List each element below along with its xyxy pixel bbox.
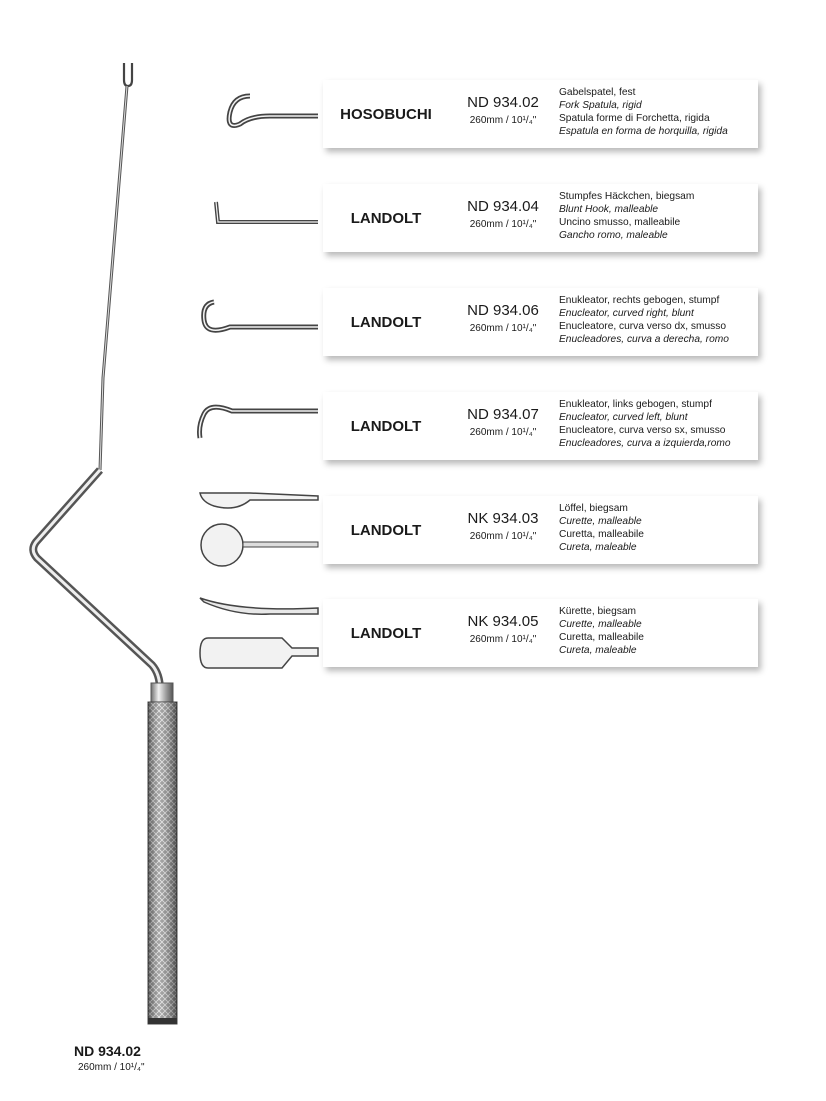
description-line: Espatula en forma de horquilla, rigida (559, 126, 728, 137)
main-instrument-size: 260mm / 10¹/₄" (78, 1062, 145, 1073)
product-maker: LANDOLT (350, 624, 422, 642)
product-code: ND 934.02 (467, 94, 539, 111)
product-card (323, 392, 758, 460)
description-line: Curette, malleable (559, 619, 642, 630)
description-line: Enukleator, rechts gebogen, stumpf (559, 295, 720, 306)
main-instrument-code: ND 934.02 (74, 1043, 141, 1059)
product-card (323, 496, 758, 564)
tip-illustrations (0, 0, 330, 700)
product-description (559, 190, 759, 242)
description-line: Enucleadores, curva a derecha, romo (559, 334, 729, 345)
product-maker: LANDOLT (350, 521, 422, 539)
description-line: Löffel, biegsam (559, 503, 628, 514)
product-code: NK 934.05 (467, 613, 539, 630)
product-description (559, 86, 759, 138)
spoon-side-tip-icon (200, 493, 318, 508)
product-size: 260mm / 10¹/₄" (469, 531, 537, 542)
product-maker: LANDOLT (350, 209, 422, 227)
spoon-front-tip-icon (201, 524, 318, 566)
description-line: Enucleatore, curva verso dx, smusso (559, 321, 727, 332)
product-code: NK 934.03 (467, 510, 539, 527)
description-line: Cureta, maleable (559, 542, 637, 553)
description-line: Enucleadores, curva a izquierda,romo (559, 438, 731, 449)
product-code: ND 934.06 (467, 302, 539, 319)
description-line: Curetta, malleabile (559, 632, 644, 643)
description-line: Blunt Hook, malleable (559, 204, 659, 215)
product-maker: HOSOBUCHI (340, 105, 432, 123)
product-card (323, 599, 758, 667)
description-line: Gabelspatel, fest (559, 87, 636, 98)
description-line: Cureta, maleable (559, 645, 637, 656)
curette-side-tip-icon (200, 598, 318, 614)
curette-front-tip-icon (200, 638, 318, 668)
description-line: Enucleatore, curva verso sx, smusso (559, 425, 726, 436)
product-size: 260mm / 10¹/₄" (469, 115, 537, 126)
product-size: 260mm / 10¹/₄" (469, 634, 537, 645)
description-line: Uncino smusso, malleabile (559, 217, 681, 228)
product-card (323, 184, 758, 252)
product-card (323, 288, 758, 356)
description-line: Enucleator, curved right, blunt (559, 308, 694, 319)
product-description (559, 294, 759, 346)
product-description (559, 398, 759, 450)
blunt-hook-tip-icon (216, 202, 318, 222)
description-line: Spatula forme di Forchetta, rigida (559, 113, 710, 124)
product-size: 260mm / 10¹/₄" (469, 427, 537, 438)
spatula-hook-tip-icon (229, 96, 318, 126)
product-code: ND 934.04 (467, 198, 539, 215)
product-card (323, 80, 758, 148)
enucleator-right-tip-icon (204, 302, 318, 330)
product-maker: LANDOLT (350, 313, 422, 331)
product-maker: LANDOLT (350, 417, 422, 435)
description-line: Kürette, biegsam (559, 606, 637, 617)
description-line: Stumpfes Häckchen, biegsam (559, 191, 695, 202)
product-description (559, 605, 759, 657)
knurled-handle (148, 702, 177, 1024)
product-size: 260mm / 10¹/₄" (469, 323, 537, 334)
description-line: Gancho romo, maleable (559, 230, 668, 241)
product-code: ND 934.07 (467, 406, 539, 423)
description-line: Curette, malleable (559, 516, 642, 527)
description-line: Enucleator, curved left, blunt (559, 412, 688, 423)
description-line: Curetta, malleabile (559, 529, 644, 540)
description-line: Enukleator, links gebogen, stumpf (559, 399, 712, 410)
description-line: Fork Spatula, rigid (559, 100, 642, 111)
product-size: 260mm / 10¹/₄" (469, 219, 537, 230)
product-description (559, 502, 759, 554)
enucleator-left-tip-icon (200, 407, 319, 438)
